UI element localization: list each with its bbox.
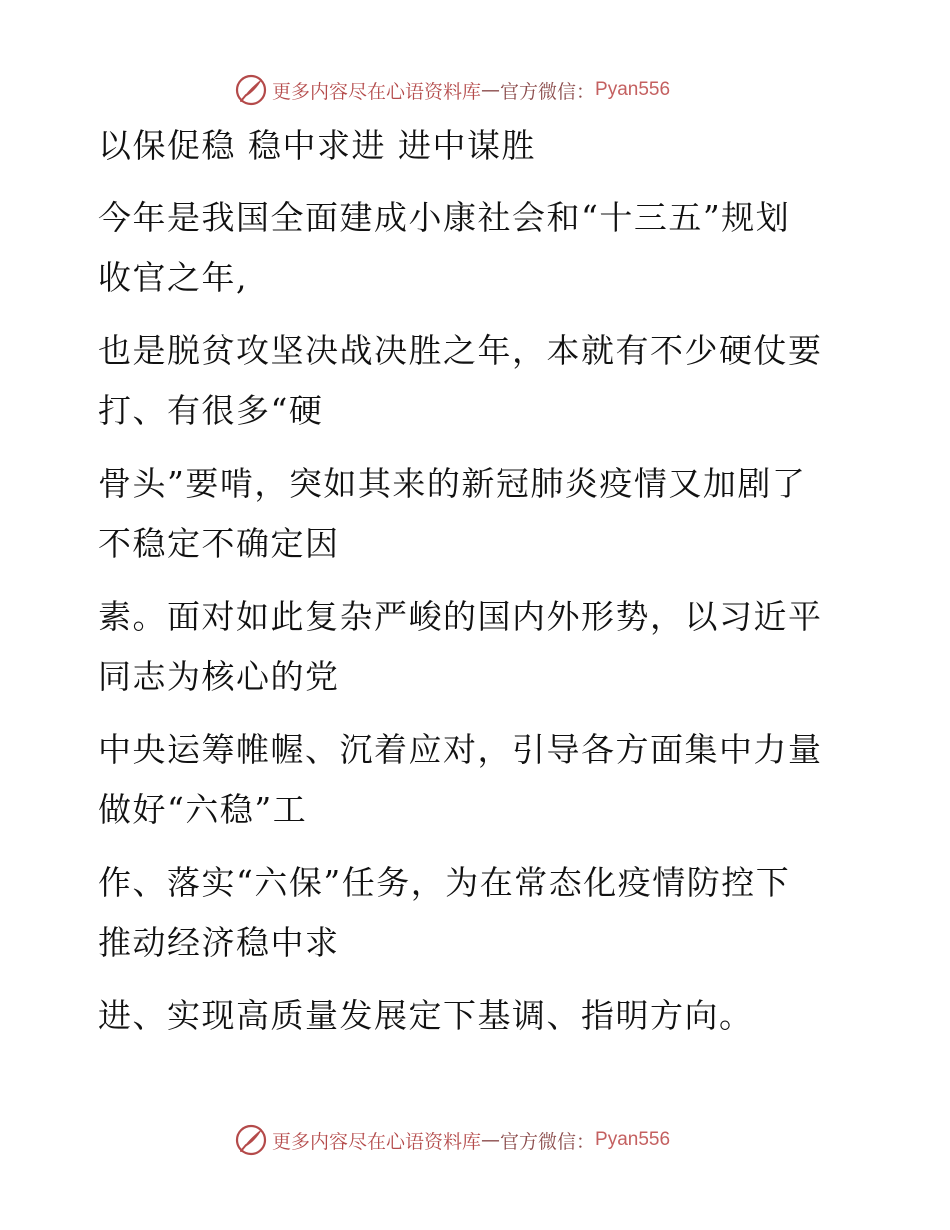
watermark-wechat-label: 官方微信： <box>500 1130 596 1153</box>
watermark-text: 更多内容尽在心语资料库 <box>272 80 482 103</box>
document-title: 以保促稳 稳中求进 进中谋胜 <box>98 126 536 165</box>
watermark-wechat-label: 官方微信： <box>500 80 596 103</box>
document-line: 推动经济稳中求 <box>98 923 340 962</box>
watermark-wechat-id: Pyan556 <box>595 1129 671 1150</box>
header-watermark <box>234 72 670 108</box>
document-line: 进、实现高质量发展定下基调、指明方向。 <box>98 996 754 1035</box>
document-line: 中央运筹帷幄、沉着应对，引导各方面集中力量 <box>98 730 823 769</box>
document-line: 作、落实“六保”任务，为在常态化疫情防控下 <box>98 863 791 902</box>
document-line: 也是脱贫攻坚决战决胜之年，本就有不少硬仗要 <box>98 331 823 370</box>
document-line: 不稳定不确定因 <box>98 524 340 563</box>
document-line: 同志为核心的党 <box>98 657 340 696</box>
document-line: 骨头”要啃，突如其来的新冠肺炎疫情又加剧了 <box>98 464 807 503</box>
watermark-separator: — <box>481 79 501 101</box>
document-line: 做好“六稳”工 <box>98 790 308 829</box>
watermark-separator: — <box>481 1129 501 1151</box>
document-line: 打、有很多“硬 <box>98 391 324 430</box>
watermark-text: 更多内容尽在心语资料库 <box>272 1130 482 1153</box>
document-line: 今年是我国全面建成小康社会和“十三五”规划 <box>98 198 791 237</box>
footer-watermark <box>234 1122 670 1158</box>
watermark-wechat-id: Pyan556 <box>595 79 671 100</box>
document-line: 收官之年, <box>98 258 248 297</box>
document-line: 素。面对如此复杂严峻的国内外形势，以习近平 <box>98 597 823 636</box>
quill-logo-icon <box>234 1123 268 1157</box>
quill-logo-icon <box>234 73 268 107</box>
